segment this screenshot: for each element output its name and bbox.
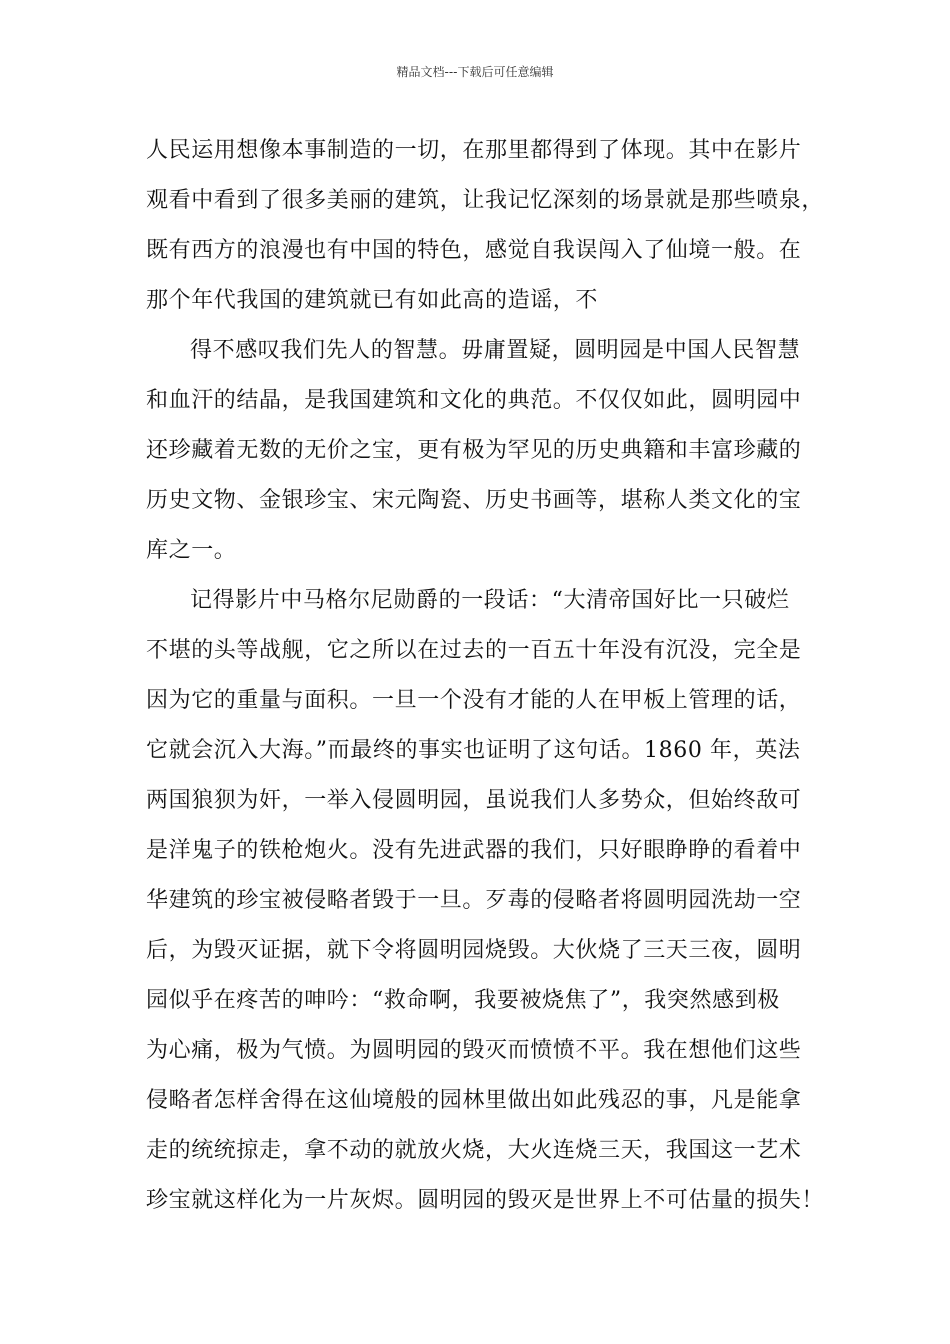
text-line: 为心痛，极为气愤。为圆明园的毁灭而愤愤不平。我在想他们这些 [146,1038,802,1063]
page-header: 精品文档---下载后可任意编辑 [396,65,554,79]
text-line: 不堪的头等战舰，它之所以在过去的一百五十年没有沉没，完全是 [146,638,802,663]
text-line: 人民运用想像本事制造的一切，在那里都得到了体现。其中在影片 [146,138,802,163]
text-line: 因为它的重量与面积。一旦一个没有才能的人在甲板上管理的话， [146,688,802,713]
text-line: 还珍藏着无数的无价之宝，更有极为罕见的历史典籍和丰富珍藏的 [146,438,802,463]
paragraph [146,131,825,331]
text-line: 得不感叹我们先人的智慧。毋庸置疑，圆明园是中国人民智慧 [190,338,801,363]
text-line: 和血汗的结晶，是我国建筑和文化的典范。不仅仅如此，圆明园中 [146,388,802,413]
text-line: 走的统统掠走，拿不动的就放火烧，大火连烧三天，我国这一艺术 [146,1138,802,1163]
text-line: 珍宝就这样化为一片灰烬。圆明园的毁灭是世界上不可估量的损失！ [146,1188,825,1213]
text-line: 两国狼狈为奸，一举入侵圆明园，虽说我们人多势众，但始终敌可 [146,788,802,813]
text-line: 记得影片中马格尔尼勋爵的一段话：“大清帝国好比一只破烂 [190,588,790,613]
text-line: 园似乎在疼苦的呻吟：“救命啊，我要被烧焦了”，我突然感到极 [146,988,780,1013]
text-line: 华建筑的珍宝被侵略者毁于一旦。歹毒的侵略者将圆明园洗劫一空 [146,888,802,913]
text-line: 那个年代我国的建筑就已有如此高的造谣，不 [146,288,599,313]
body-text [146,131,825,1231]
text-line: 是洋鬼子的铁枪炮火。没有先进武器的我们，只好眼睁睁的看着中 [146,838,802,863]
text-line: 既有西方的浪漫也有中国的特色，感觉自我误闯入了仙境一般。在 [146,238,802,263]
text-line: 历史文物、金银珍宝、宋元陶瓷、历史书画等，堪称人类文化的宝 [146,488,802,513]
text-line: 侵略者怎样舍得在这仙境般的园林里做出如此残忍的事，凡是能拿 [146,1088,802,1113]
text-line: 库之一。 [146,538,237,563]
paragraph [146,331,806,581]
text-line: 它就会沉入大海。”而最终的事实也证明了这句话。1860 年，英法 [146,738,801,763]
text-line: 观看中看到了很多美丽的建筑，让我记忆深刻的场景就是那些喷泉， [146,188,825,213]
paragraph [146,581,825,1231]
text-line: 后，为毁灭证据，就下令将圆明园烧毁。大伙烧了三天三夜，圆明 [146,938,802,963]
